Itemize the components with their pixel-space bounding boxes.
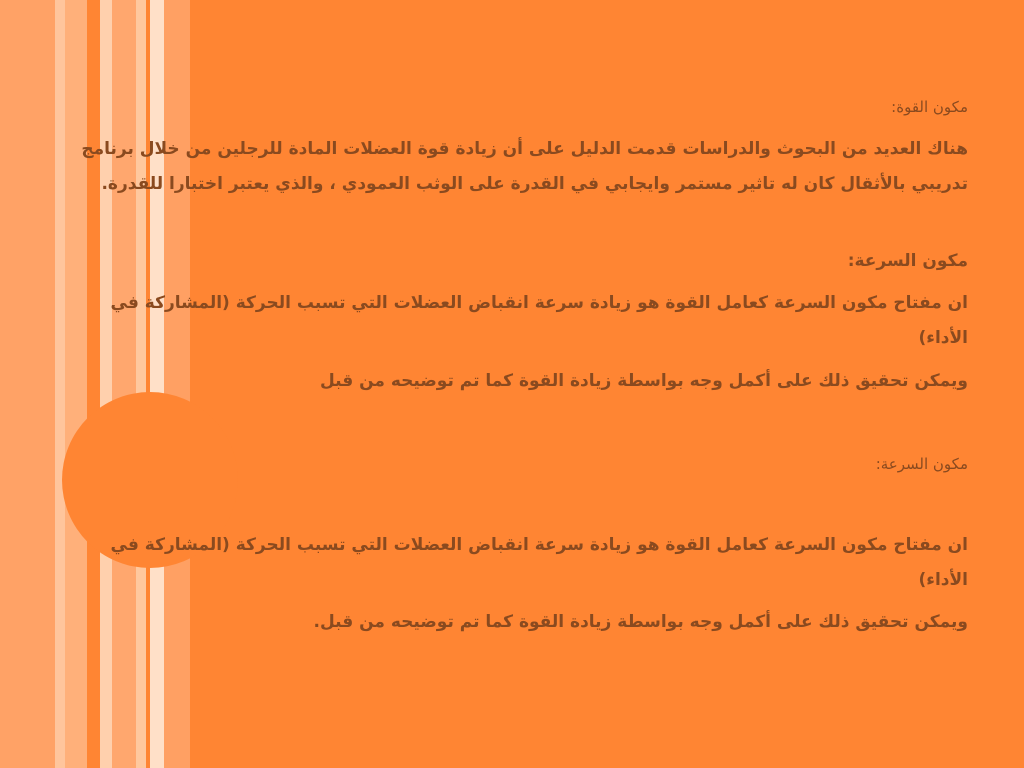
heading-speed-component: مكون السرعة:	[847, 251, 968, 271]
paragraph-speed-key: ان مفتاح مكون السرعة كعامل القوة هو زيادة سرعة انقباض العضلات التي تسبب الحركة (المشاركة في الأداء)	[110, 293, 968, 348]
paragraph-speed-key-repeat: ان مفتاح مكون السرعة كعامل القوة هو زيادة سرعة انقباض العضلات التي تسبب الحركة (المشاركة في الأداء)	[110, 535, 968, 590]
decorative-stripe	[0, 0, 55, 768]
paragraph-speed-achieve-repeat: ويمكن تحقيق ذلك على أكمل وجه بواسطة زيادة القوة كما تم توضيحه من قبل.	[313, 612, 968, 632]
heading-speed-component-repeat: مكون السرعة:	[875, 455, 968, 473]
heading-strength-component: مكون القوة:	[891, 98, 968, 116]
decorative-stripe	[55, 0, 65, 768]
paragraph-speed-achieve: ويمكن تحقيق ذلك على أكمل وجه بواسطة زيادة القوة كما تم توضيحه من قبل	[319, 371, 968, 391]
paragraph-strength-research: هناك العديد من البحوث والدراسات قدمت الدليل على أن زيادة قوة العضلات المادة للرجلين من خلال برنامج تدريبي بالأثقال كان له تاثير مستمر وايجابي في القدرة على الوثب العمودي ، والذي يعتبر اختبارا للقدرة.	[81, 139, 968, 194]
